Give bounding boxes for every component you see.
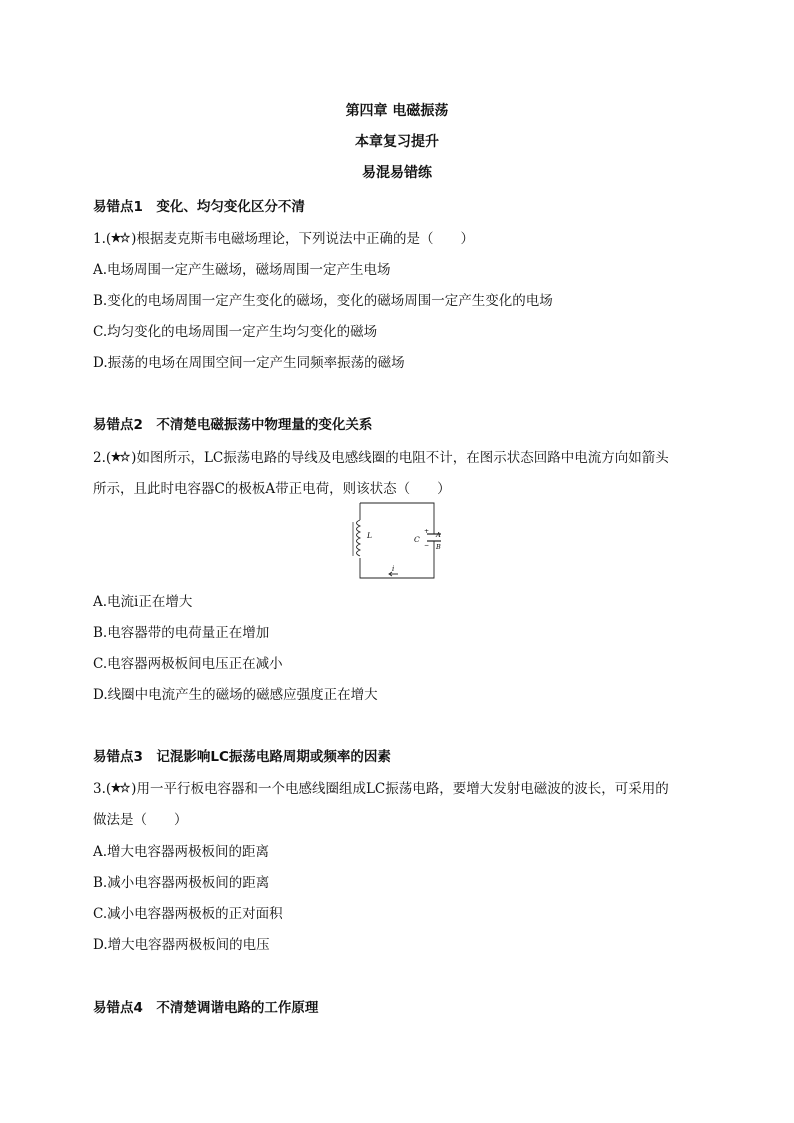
question-2-stem: 2.( )如图所示，LC振荡电路的导线及电感线圈的电阻不计，在图示状态回路中电流方向如箭头 [93, 450, 669, 466]
chapter-title: 第四章 电磁振荡 [345, 103, 449, 119]
question-3-stem-continuation: 做法是（ ） [93, 812, 188, 828]
current-label: i [392, 565, 395, 573]
plate-b-label: B [436, 543, 441, 551]
question-2-option-b: B.电容器带的电荷量正在增加 [93, 625, 270, 641]
question-1-stem: 1.( )根据麦克斯韦电磁场理论，下列说法中正确的是（ ） [93, 231, 474, 247]
question-number: 3. [93, 781, 106, 797]
question-number: 2. [93, 450, 106, 466]
error-point-1-heading: 易错点1 变化、均匀变化区分不清 [93, 199, 305, 215]
question-1-option-a: A.电场周围一定产生磁场，磁场周围一定产生电场 [93, 262, 391, 278]
lc-circuit-diagram [348, 500, 442, 582]
minus-sign: − [424, 542, 430, 549]
plate-a-label: A [436, 531, 441, 539]
question-2-option-a: A.电流i正在增大 [93, 594, 193, 610]
plus-sign: + [424, 528, 430, 535]
question-3-option-d: D.增大电容器两极板间的电压 [93, 937, 270, 953]
difficulty-star-icon [111, 232, 131, 244]
section-title: 易混易错练 [362, 165, 432, 181]
question-number: 1. [93, 231, 106, 247]
question-2-option-c: C.电容器两极板间电压正在减小 [93, 656, 283, 672]
question-1-option-d: D.振荡的电场在周围空间一定产生同频率振荡的磁场 [93, 355, 405, 371]
question-3-option-a: A.增大电容器两极板间的距离 [93, 844, 270, 860]
chapter-subtitle: 本章复习提升 [355, 134, 439, 150]
error-point-2-heading: 易错点2 不清楚电磁振荡中物理量的变化关系 [93, 417, 373, 433]
question-1-option-c: C.均匀变化的电场周围一定产生均匀变化的磁场 [93, 324, 378, 340]
question-2-stem-continuation: 所示，且此时电容器C的极板A带正电荷，则该状态（ ） [93, 481, 451, 497]
question-3-stem: 3.( )用一平行板电容器和一个电感线圈组成LC振荡电路，要增大发射电磁波的波长，可采用的 [93, 781, 669, 797]
capacitor-label: C [414, 535, 420, 544]
error-point-4-heading: 易错点4 不清楚调谐电路的工作原理 [93, 1000, 319, 1016]
inductor-label: L [367, 531, 372, 540]
question-3-option-c: C.减小电容器两极板的正对面积 [93, 906, 283, 922]
error-point-3-heading: 易错点3 记混影响LC振荡电路周期或频率的因素 [93, 749, 391, 765]
difficulty-star-icon [111, 451, 131, 463]
question-1-option-b: B.变化的电场周围一定产生变化的磁场，变化的磁场周围一定产生变化的电场 [93, 293, 553, 309]
question-3-option-b: B.减小电容器两极板间的距离 [93, 875, 270, 891]
difficulty-star-icon [111, 782, 131, 794]
question-2-option-d: D.线圈中电流产生的磁场的磁感应强度正在增大 [93, 687, 378, 703]
